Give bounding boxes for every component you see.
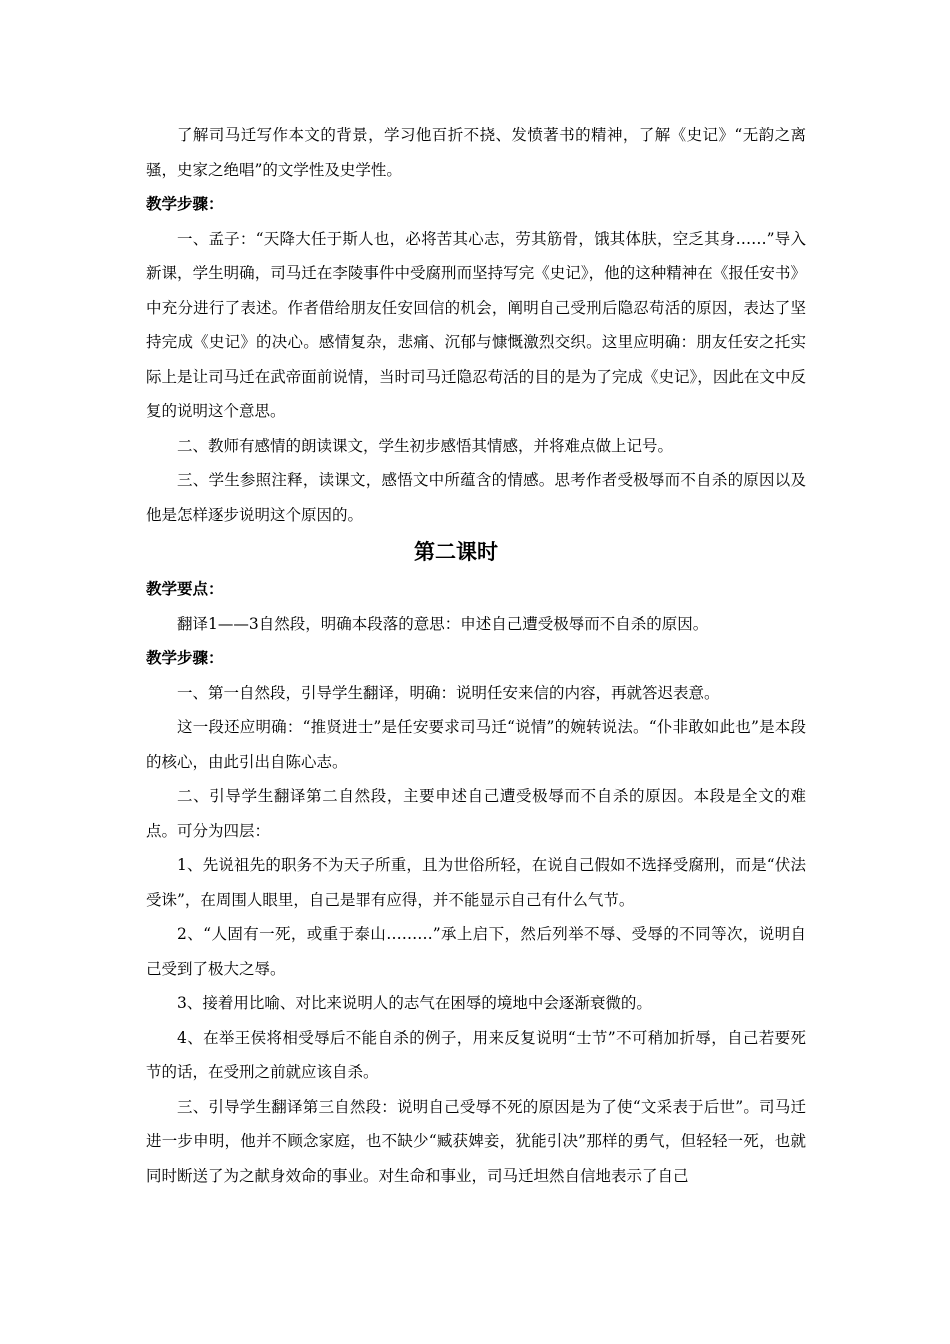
intro-paragraph: 了解司马迁写作本文的背景，学习他百折不挠、发愤著书的精神，了解《史记》“无韵之离骚，史家之绝唱”的文学性及史学性。 [146, 126, 806, 179]
layer-1-paragraph: 1、先说祖先的职务不为天子所重，且为世俗所轻，在说自己假如不选择受腐刑，而是“伏法受诛”，在周围人眼里，自己是罪有应得，并不能显示自己有什么气节。 [146, 856, 806, 909]
document-body [146, 118, 806, 1193]
step-2-paragraph: 二、教师有感情的朗读课文，学生初步感悟其情感，并将难点做上记号。 [177, 436, 674, 455]
teaching-steps-heading: 教学步骤： [146, 195, 224, 213]
section-step-1-paragraph: 一、第一自然段，引导学生翻译，明确：说明任安来信的内容，再就答迟表意。 [177, 683, 720, 702]
section-step-1-note-paragraph: 这一段还应明确：“推贤进士”是任安要求司马迁“说情”的婉转说法。“仆非敢如此也”是本段的核心，由此引出自陈心志。 [146, 718, 806, 771]
teaching-points-heading: 教学要点： [146, 580, 224, 598]
teaching-steps-heading-2: 教学步骤： [146, 649, 224, 667]
section-title: 第二课时 [414, 540, 498, 564]
teaching-points-paragraph: 翻译1——3自然段，明确本段落的意思：申述自己遭受极辱而不自杀的原因。 [177, 614, 709, 633]
layer-4-paragraph: 4、在举王侯将相受辱后不能自杀的例子，用来反复说明“士节”不可稍加折辱，自己若要死节的话，在受刑之前就应该自杀。 [146, 1028, 806, 1081]
layer-3-paragraph: 3、接着用比喻、对比来说明人的志气在困辱的境地中会逐渐衰微的。 [177, 994, 652, 1012]
section-step-3-paragraph: 三、引导学生翻译第三自然段：说明自己受辱不死的原因是为了使“文采表于后世”。司马迁进一步申明，他并不顾念家庭，也不缺少“臧获婢妾，犹能引决”那样的勇气，但轻轻一死，也就同时断送了为之献身效命的事业。对生命和事业，司马迁坦然自信地表示了自己 [146, 1097, 806, 1185]
section-step-2-paragraph: 二、引导学生翻译第二自然段，主要申述自己遭受极辱而不自杀的原因。本段是全文的难点。可分为四层： [146, 787, 806, 840]
step-1-paragraph: 一、孟子：“天降大任于斯人也，必将苦其心志，劳其筋骨，饿其体肤，空乏其身……”导入新课，学生明确，司马迁在李陵事件中受腐刑而坚持写完《史记》，他的这种精神在《报任安书》中充分进行了表述。作者借给朋友任安回信的机会，阐明自己受刑后隐忍苟活的原因，表达了坚持完成《史记》的决心。感情复杂，悲痛、沉郁与慷慨激烈交织。这里应明确：朋友任安之托实际上是让司马迁在武帝面前说情，当时司马迁隐忍苟活的目的是为了完成《史记》，因此在文中反复的说明这个意思。 [146, 229, 806, 420]
layer-2-paragraph: 2、“人固有一死，或重于泰山………”承上启下，然后列举不辱、受辱的不同等次，说明自己受到了极大之辱。 [146, 925, 806, 978]
step-3-paragraph: 三、学生参照注释，读课文，感悟文中所蕴含的情感。思考作者受极辱而不自杀的原因以及他是怎样逐步说明这个原因的。 [146, 471, 806, 524]
